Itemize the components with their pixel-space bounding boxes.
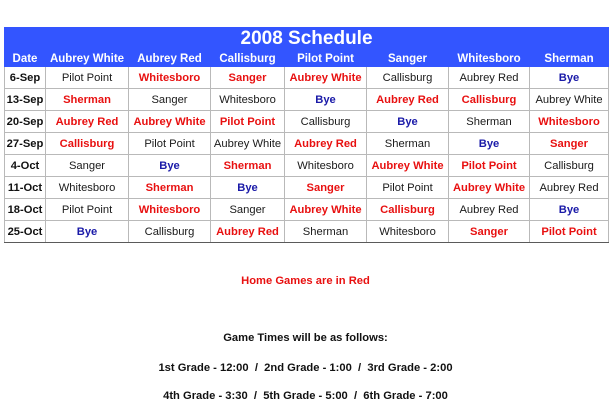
- column-header: Aubrey Red: [129, 51, 211, 67]
- opponent-cell: Whitesboro: [46, 177, 129, 199]
- column-header: Aubrey White: [46, 51, 129, 67]
- column-header: Sanger: [367, 51, 449, 67]
- opponent-cell: Aubrey White: [285, 67, 367, 89]
- table-row: [5, 221, 609, 243]
- opponent-cell: Whitesboro: [129, 67, 211, 89]
- opponent-cell: Bye: [211, 177, 285, 199]
- opponent-cell: Sanger: [530, 133, 609, 155]
- game-times-heading: Game Times will be as follows:: [223, 332, 388, 344]
- opponent-cell: Bye: [285, 89, 367, 111]
- opponent-cell: Pilot Point: [530, 221, 609, 243]
- date-cell: 18-Oct: [5, 199, 46, 221]
- opponent-cell: Sherman: [449, 111, 530, 133]
- opponent-cell: Callisburg: [285, 111, 367, 133]
- date-cell: 20-Sep: [5, 111, 46, 133]
- opponent-cell: Aubrey Red: [285, 133, 367, 155]
- opponent-cell: Aubrey White: [129, 111, 211, 133]
- opponent-cell: Pilot Point: [211, 111, 285, 133]
- opponent-cell: Aubrey Red: [46, 111, 129, 133]
- table-row: [5, 155, 609, 177]
- opponent-cell: Callisburg: [530, 155, 609, 177]
- opponent-cell: Sanger: [449, 221, 530, 243]
- opponent-cell: Aubrey Red: [449, 67, 530, 89]
- opponent-cell: Sherman: [367, 133, 449, 155]
- opponent-cell: Sanger: [46, 155, 129, 177]
- opponent-cell: Sherman: [211, 155, 285, 177]
- opponent-cell: Aubrey White: [211, 133, 285, 155]
- opponent-cell: Whitesboro: [285, 155, 367, 177]
- opponent-cell: Sanger: [129, 89, 211, 111]
- opponent-cell: Sherman: [46, 89, 129, 111]
- opponent-cell: Whitesboro: [367, 221, 449, 243]
- opponent-cell: Bye: [129, 155, 211, 177]
- column-header: Sherman: [530, 51, 609, 67]
- opponent-cell: Whitesboro: [530, 111, 609, 133]
- opponent-cell: Bye: [367, 111, 449, 133]
- opponent-cell: Callisburg: [449, 89, 530, 111]
- opponent-cell: Callisburg: [367, 67, 449, 89]
- column-header: Callisburg: [211, 51, 285, 67]
- schedule-title: 2008 Schedule: [5, 28, 609, 51]
- date-cell: 4-Oct: [5, 155, 46, 177]
- schedule-table: [4, 27, 609, 243]
- opponent-cell: Sherman: [285, 221, 367, 243]
- opponent-cell: Aubrey White: [367, 155, 449, 177]
- game-times-line-1: 1st Grade - 12:00 / 2nd Grade - 1:00 / 3rd Grade - 2:00: [158, 362, 453, 374]
- opponent-cell: Pilot Point: [46, 67, 129, 89]
- opponent-cell: Pilot Point: [449, 155, 530, 177]
- column-header: Pilot Point: [285, 51, 367, 67]
- opponent-cell: Sanger: [211, 67, 285, 89]
- opponent-cell: Sherman: [129, 177, 211, 199]
- opponent-cell: Sanger: [211, 199, 285, 221]
- schedule-sheet: [4, 27, 608, 243]
- date-cell: 27-Sep: [5, 133, 46, 155]
- table-row: [5, 199, 609, 221]
- opponent-cell: Whitesboro: [129, 199, 211, 221]
- opponent-cell: Whitesboro: [211, 89, 285, 111]
- opponent-cell: Bye: [449, 133, 530, 155]
- title-row: [5, 28, 609, 51]
- column-header: Date: [5, 51, 46, 67]
- date-cell: 25-Oct: [5, 221, 46, 243]
- column-header: Whitesboro: [449, 51, 530, 67]
- table-row: [5, 177, 609, 199]
- game-times-line-2: 4th Grade - 3:30 / 5th Grade - 5:00 / 6th Grade - 7:00: [163, 390, 448, 402]
- table-row: [5, 67, 609, 89]
- opponent-cell: Bye: [530, 199, 609, 221]
- date-cell: 6-Sep: [5, 67, 46, 89]
- opponent-cell: Callisburg: [129, 221, 211, 243]
- opponent-cell: Aubrey White: [449, 177, 530, 199]
- table-row: [5, 89, 609, 111]
- opponent-cell: Aubrey White: [285, 199, 367, 221]
- opponent-cell: Callisburg: [46, 133, 129, 155]
- date-cell: 13-Sep: [5, 89, 46, 111]
- opponent-cell: Aubrey Red: [449, 199, 530, 221]
- opponent-cell: Pilot Point: [367, 177, 449, 199]
- opponent-cell: Sanger: [285, 177, 367, 199]
- opponent-cell: Bye: [46, 221, 129, 243]
- opponent-cell: Aubrey Red: [211, 221, 285, 243]
- column-header-row: [5, 51, 609, 67]
- opponent-cell: Aubrey Red: [367, 89, 449, 111]
- table-row: [5, 133, 609, 155]
- home-games-note: Home Games are in Red: [241, 275, 370, 287]
- opponent-cell: Aubrey White: [530, 89, 609, 111]
- table-row: [5, 111, 609, 133]
- opponent-cell: Bye: [530, 67, 609, 89]
- opponent-cell: Aubrey Red: [530, 177, 609, 199]
- opponent-cell: Pilot Point: [129, 133, 211, 155]
- opponent-cell: Callisburg: [367, 199, 449, 221]
- date-cell: 11-Oct: [5, 177, 46, 199]
- opponent-cell: Pilot Point: [46, 199, 129, 221]
